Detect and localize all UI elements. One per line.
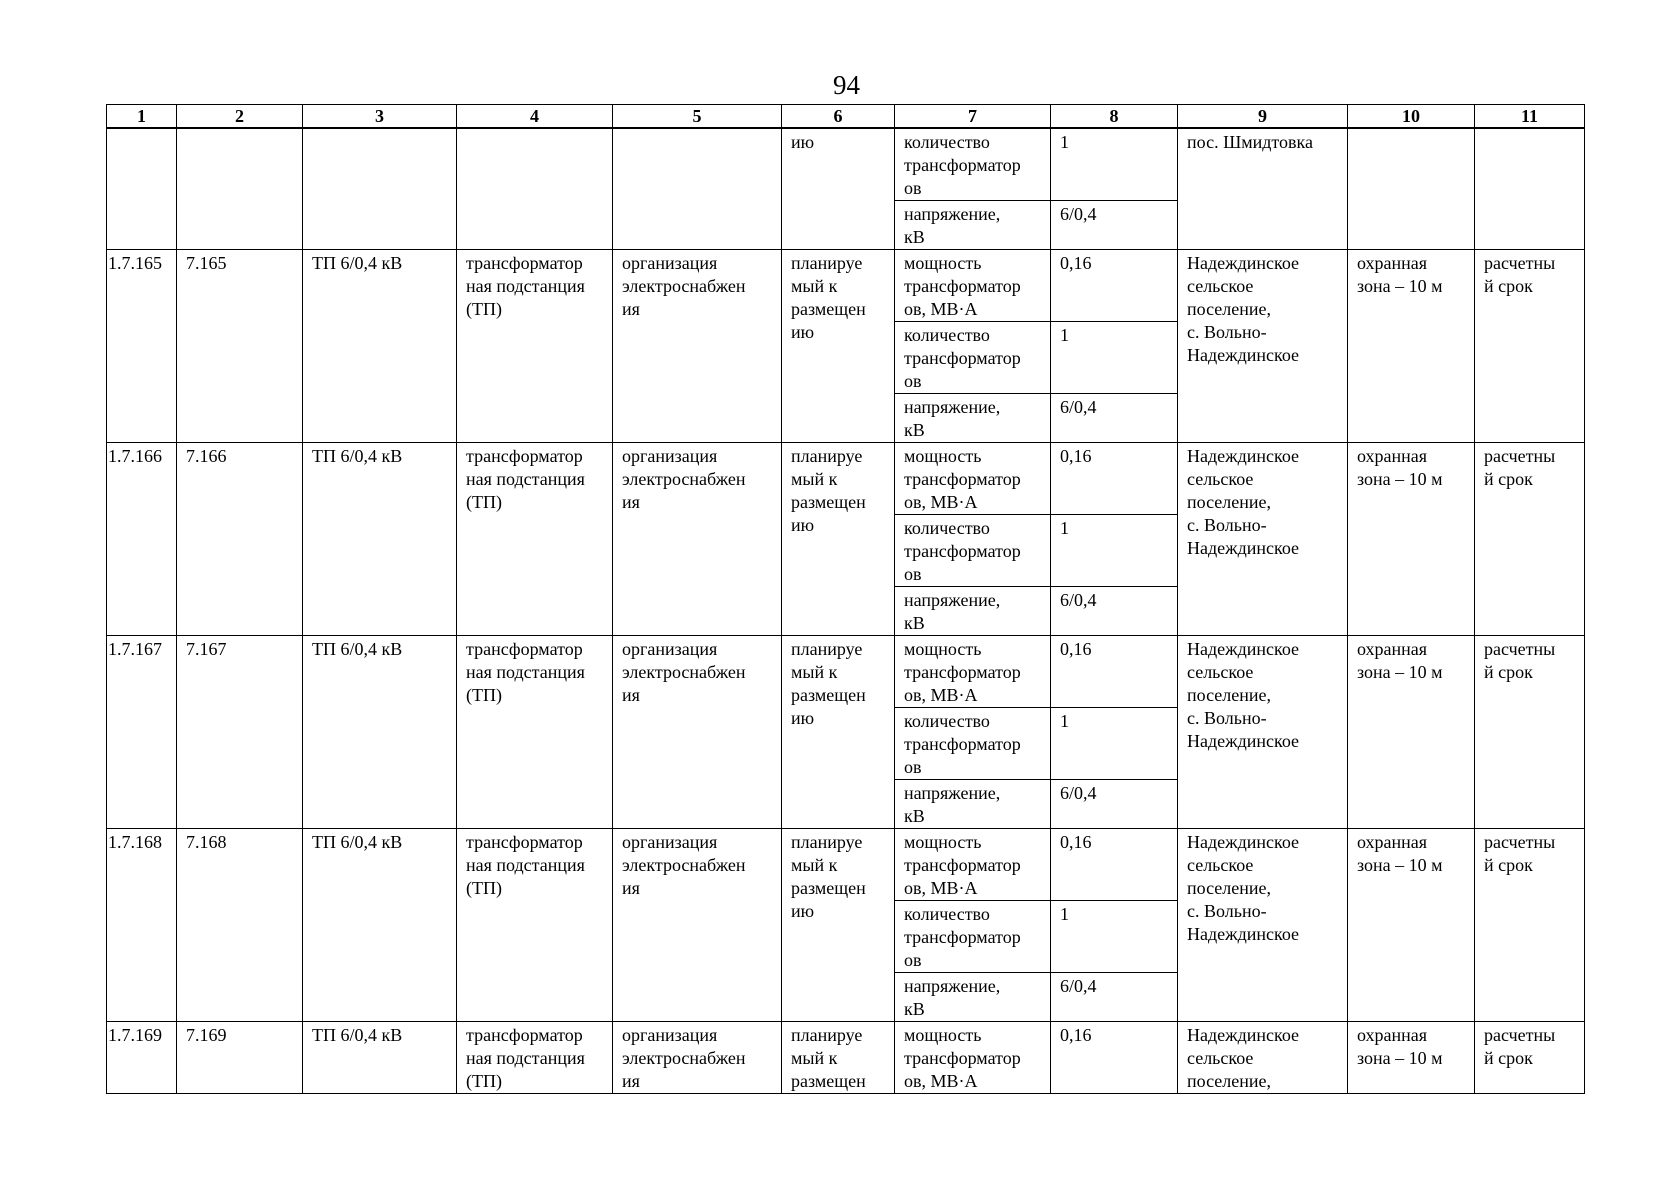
table-row [107, 829, 1585, 901]
cell-param-name-text: мощность трансформатор ов, МВ·А [904, 639, 1021, 705]
cell-object-type [457, 250, 613, 443]
cell-zone-text: охранная зона – 10 м [1357, 639, 1443, 682]
cell-term-text: расчетны й срок [1484, 1025, 1556, 1068]
cell-col5 [613, 128, 782, 250]
cell-param-value [1051, 1022, 1178, 1094]
cell-code-text: 7.169 [186, 1025, 227, 1045]
cell-status-text: планируе мый к размещен ию [791, 832, 866, 921]
cell-location-text: пос. Шмидтовка [1187, 132, 1313, 152]
cell-purpose [613, 829, 782, 1022]
cell-param-value [1051, 443, 1178, 515]
cell-object-name-text: ТП 6/0,4 кВ [312, 832, 403, 852]
cell-code-text: 7.166 [186, 446, 227, 466]
cell-zone [1348, 636, 1475, 829]
cell-number [107, 443, 177, 636]
cell-zone [1348, 829, 1475, 1022]
cell-purpose-text: организация электроснабжен ия [622, 446, 746, 512]
cell-purpose [613, 250, 782, 443]
cell-col2 [177, 128, 303, 250]
cell-param-value [1051, 250, 1178, 322]
cell-param-name [895, 587, 1051, 636]
cell-location-text: Надеждинское сельское поселение, с. Вольно- Надеждинское [1187, 639, 1300, 751]
cell-status [782, 443, 895, 636]
cell-col4 [457, 128, 613, 250]
cell-zone [1348, 443, 1475, 636]
cell-param-value-text: 0,16 [1060, 253, 1092, 273]
cell-term [1475, 636, 1585, 829]
cell-param-value-text: 6/0,4 [1060, 590, 1097, 610]
cell-status-text: ию [791, 132, 815, 152]
cell-location-text: Надеждинское сельское поселение, с. Вольно- Надеждинское [1187, 446, 1300, 558]
cell-number [107, 829, 177, 1022]
cell-param-value-text: 6/0,4 [1060, 783, 1097, 803]
cell-param-value [1051, 780, 1178, 829]
cell-term [1475, 250, 1585, 443]
cell-purpose [613, 636, 782, 829]
cell-term-text: расчетны й срок [1484, 446, 1556, 489]
cell-status [782, 1022, 895, 1094]
table-row [107, 128, 1585, 201]
column-header-6: 6 [782, 105, 895, 129]
cell-param-value-text: 1 [1060, 518, 1069, 538]
cell-param-name-text: напряжение, кВ [904, 204, 1001, 247]
cell-status-text: планируе мый к размещен ию [791, 446, 866, 535]
cell-object-name-text: ТП 6/0,4 кВ [312, 446, 403, 466]
cell-code [177, 443, 303, 636]
column-header-3: 3 [303, 105, 457, 129]
cell-object-name [303, 636, 457, 829]
cell-zone-text: охранная зона – 10 м [1357, 832, 1443, 875]
cell-code [177, 829, 303, 1022]
cell-param-name-text: напряжение, кВ [904, 976, 1001, 1019]
cell-param-value-text: 0,16 [1060, 1025, 1092, 1045]
cell-param-name-text: количество трансформатор ов [904, 518, 1021, 584]
column-header-7: 7 [895, 105, 1051, 129]
cell-param-name [895, 394, 1051, 443]
cell-location-text: Надеждинское сельское поселение, с. Вольно- Надеждинское [1187, 253, 1300, 365]
page-number: 94 [833, 70, 860, 100]
cell-object-type-text: трансформатор ная подстанция (ТП) [466, 832, 585, 898]
cell-term-text: расчетны й срок [1484, 832, 1556, 875]
cell-param-value-text: 1 [1060, 325, 1069, 345]
cell-param-value [1051, 973, 1178, 1022]
cell-zone-text: охранная зона – 10 м [1357, 446, 1443, 489]
cell-code-text: 7.168 [186, 832, 227, 852]
cell-param-value-text: 6/0,4 [1060, 397, 1097, 417]
cell-param-value-text: 6/0,4 [1060, 204, 1097, 224]
cell-param-name-text: напряжение, кВ [904, 397, 1001, 440]
cell-purpose-text: организация электроснабжен ия [622, 1025, 746, 1091]
cell-param-name [895, 128, 1051, 201]
cell-col3 [303, 128, 457, 250]
cell-param-value-text: 1 [1060, 711, 1069, 731]
cell-zone-text: охранная зона – 10 м [1357, 1025, 1443, 1068]
cell-param-name-text: количество трансформатор ов [904, 904, 1021, 970]
cell-param-name [895, 708, 1051, 780]
cell-param-name [895, 250, 1051, 322]
cell-param-value [1051, 128, 1178, 201]
cell-zone-text: охранная зона – 10 м [1357, 253, 1443, 296]
column-header-10: 10 [1348, 105, 1475, 129]
cell-code [177, 250, 303, 443]
cell-code-text: 7.167 [186, 639, 227, 659]
cell-param-name [895, 443, 1051, 515]
cell-status [782, 250, 895, 443]
table-row [107, 443, 1585, 515]
table-header-row [107, 105, 1585, 129]
cell-number [107, 636, 177, 829]
table-row [107, 636, 1585, 708]
cell-param-name-text: мощность трансформатор ов, МВ·А [904, 446, 1021, 512]
cell-location-text: Надеждинское сельское поселение, с. Вольно- Надеждинское [1187, 832, 1300, 944]
cell-purpose [613, 443, 782, 636]
cell-code [177, 636, 303, 829]
cell-param-name [895, 1022, 1051, 1094]
cell-number-text: 1.7.169 [108, 1025, 162, 1045]
cell-param-name-text: напряжение, кВ [904, 783, 1001, 826]
cell-param-value [1051, 901, 1178, 973]
cell-param-value-text: 0,16 [1060, 832, 1092, 852]
cell-param-name [895, 901, 1051, 973]
cell-object-name [303, 829, 457, 1022]
cell-location [1178, 1022, 1348, 1094]
cell-param-name [895, 973, 1051, 1022]
cell-object-type-text: трансформатор ная подстанция (ТП) [466, 446, 585, 512]
cell-location [1178, 250, 1348, 443]
cell-code [177, 1022, 303, 1094]
column-header-2: 2 [177, 105, 303, 129]
cell-zone [1348, 250, 1475, 443]
cell-status-text: планируе мый к размещен [791, 1025, 866, 1091]
cell-param-value-text: 0,16 [1060, 639, 1092, 659]
cell-param-name [895, 201, 1051, 250]
cell-code-text: 7.165 [186, 253, 227, 273]
column-header-4: 4 [457, 105, 613, 129]
cell-term [1475, 1022, 1585, 1094]
cell-param-value [1051, 708, 1178, 780]
table-row [107, 250, 1585, 322]
cell-term [1475, 128, 1585, 250]
cell-number-text: 1.7.166 [108, 446, 162, 466]
cell-number-text: 1.7.168 [108, 832, 162, 852]
column-header-8: 8 [1051, 105, 1178, 129]
cell-param-name-text: мощность трансформатор ов, МВ·А [904, 253, 1021, 319]
cell-param-name [895, 636, 1051, 708]
cell-param-value [1051, 515, 1178, 587]
cell-status [782, 636, 895, 829]
data-table [106, 104, 1585, 1094]
cell-object-name [303, 250, 457, 443]
cell-number [107, 1022, 177, 1094]
cell-param-name-text: напряжение, кВ [904, 590, 1001, 633]
cell-term [1475, 829, 1585, 1022]
cell-status [782, 128, 895, 250]
cell-param-name-text: мощность трансформатор ов, МВ·А [904, 832, 1021, 898]
cell-object-type-text: трансформатор ная подстанция (ТП) [466, 1025, 585, 1091]
cell-zone [1348, 128, 1475, 250]
cell-param-value-text: 0,16 [1060, 446, 1092, 466]
cell-zone [1348, 1022, 1475, 1094]
cell-object-type [457, 829, 613, 1022]
cell-location [1178, 829, 1348, 1022]
column-header-11: 11 [1475, 105, 1585, 129]
cell-param-name [895, 322, 1051, 394]
cell-param-name-text: количество трансформатор ов [904, 132, 1021, 198]
cell-object-type [457, 636, 613, 829]
cell-term [1475, 443, 1585, 636]
cell-status-text: планируе мый к размещен ию [791, 253, 866, 342]
cell-object-name-text: ТП 6/0,4 кВ [312, 1025, 403, 1045]
cell-param-value-text: 1 [1060, 132, 1069, 152]
cell-location-text: Надеждинское сельское поселение, [1187, 1025, 1300, 1091]
cell-number-text: 1.7.165 [108, 253, 162, 273]
cell-object-type-text: трансформатор ная подстанция (ТП) [466, 253, 585, 319]
column-header-1: 1 [107, 105, 177, 129]
cell-status [782, 829, 895, 1022]
cell-object-type [457, 1022, 613, 1094]
cell-param-value [1051, 829, 1178, 901]
cell-purpose [613, 1022, 782, 1094]
cell-purpose-text: организация электроснабжен ия [622, 832, 746, 898]
cell-object-name [303, 1022, 457, 1094]
cell-param-value [1051, 636, 1178, 708]
cell-param-name [895, 829, 1051, 901]
cell-object-name [303, 443, 457, 636]
cell-param-name [895, 515, 1051, 587]
cell-purpose-text: организация электроснабжен ия [622, 253, 746, 319]
cell-param-value-text: 1 [1060, 904, 1069, 924]
cell-param-value [1051, 201, 1178, 250]
cell-object-type [457, 443, 613, 636]
cell-param-name-text: количество трансформатор ов [904, 325, 1021, 391]
column-header-5: 5 [613, 105, 782, 129]
cell-location [1178, 636, 1348, 829]
cell-location [1178, 128, 1348, 250]
cell-param-name-text: количество трансформатор ов [904, 711, 1021, 777]
cell-number-text: 1.7.167 [108, 639, 162, 659]
cell-purpose-text: организация электроснабжен ия [622, 639, 746, 705]
cell-param-value [1051, 587, 1178, 636]
cell-param-value [1051, 394, 1178, 443]
cell-param-value-text: 6/0,4 [1060, 976, 1097, 996]
cell-object-type-text: трансформатор ная подстанция (ТП) [466, 639, 585, 705]
cell-param-name-text: мощность трансформатор ов, МВ·А [904, 1025, 1021, 1091]
cell-param-name [895, 780, 1051, 829]
cell-status-text: планируе мый к размещен ию [791, 639, 866, 728]
cell-term-text: расчетны й срок [1484, 253, 1556, 296]
cell-location [1178, 443, 1348, 636]
cell-term-text: расчетны й срок [1484, 639, 1556, 682]
cell-object-name-text: ТП 6/0,4 кВ [312, 253, 403, 273]
cell-number [107, 250, 177, 443]
table-row [107, 1022, 1585, 1094]
cell-col1 [107, 128, 177, 250]
cell-object-name-text: ТП 6/0,4 кВ [312, 639, 403, 659]
column-header-9: 9 [1178, 105, 1348, 129]
cell-param-value [1051, 322, 1178, 394]
